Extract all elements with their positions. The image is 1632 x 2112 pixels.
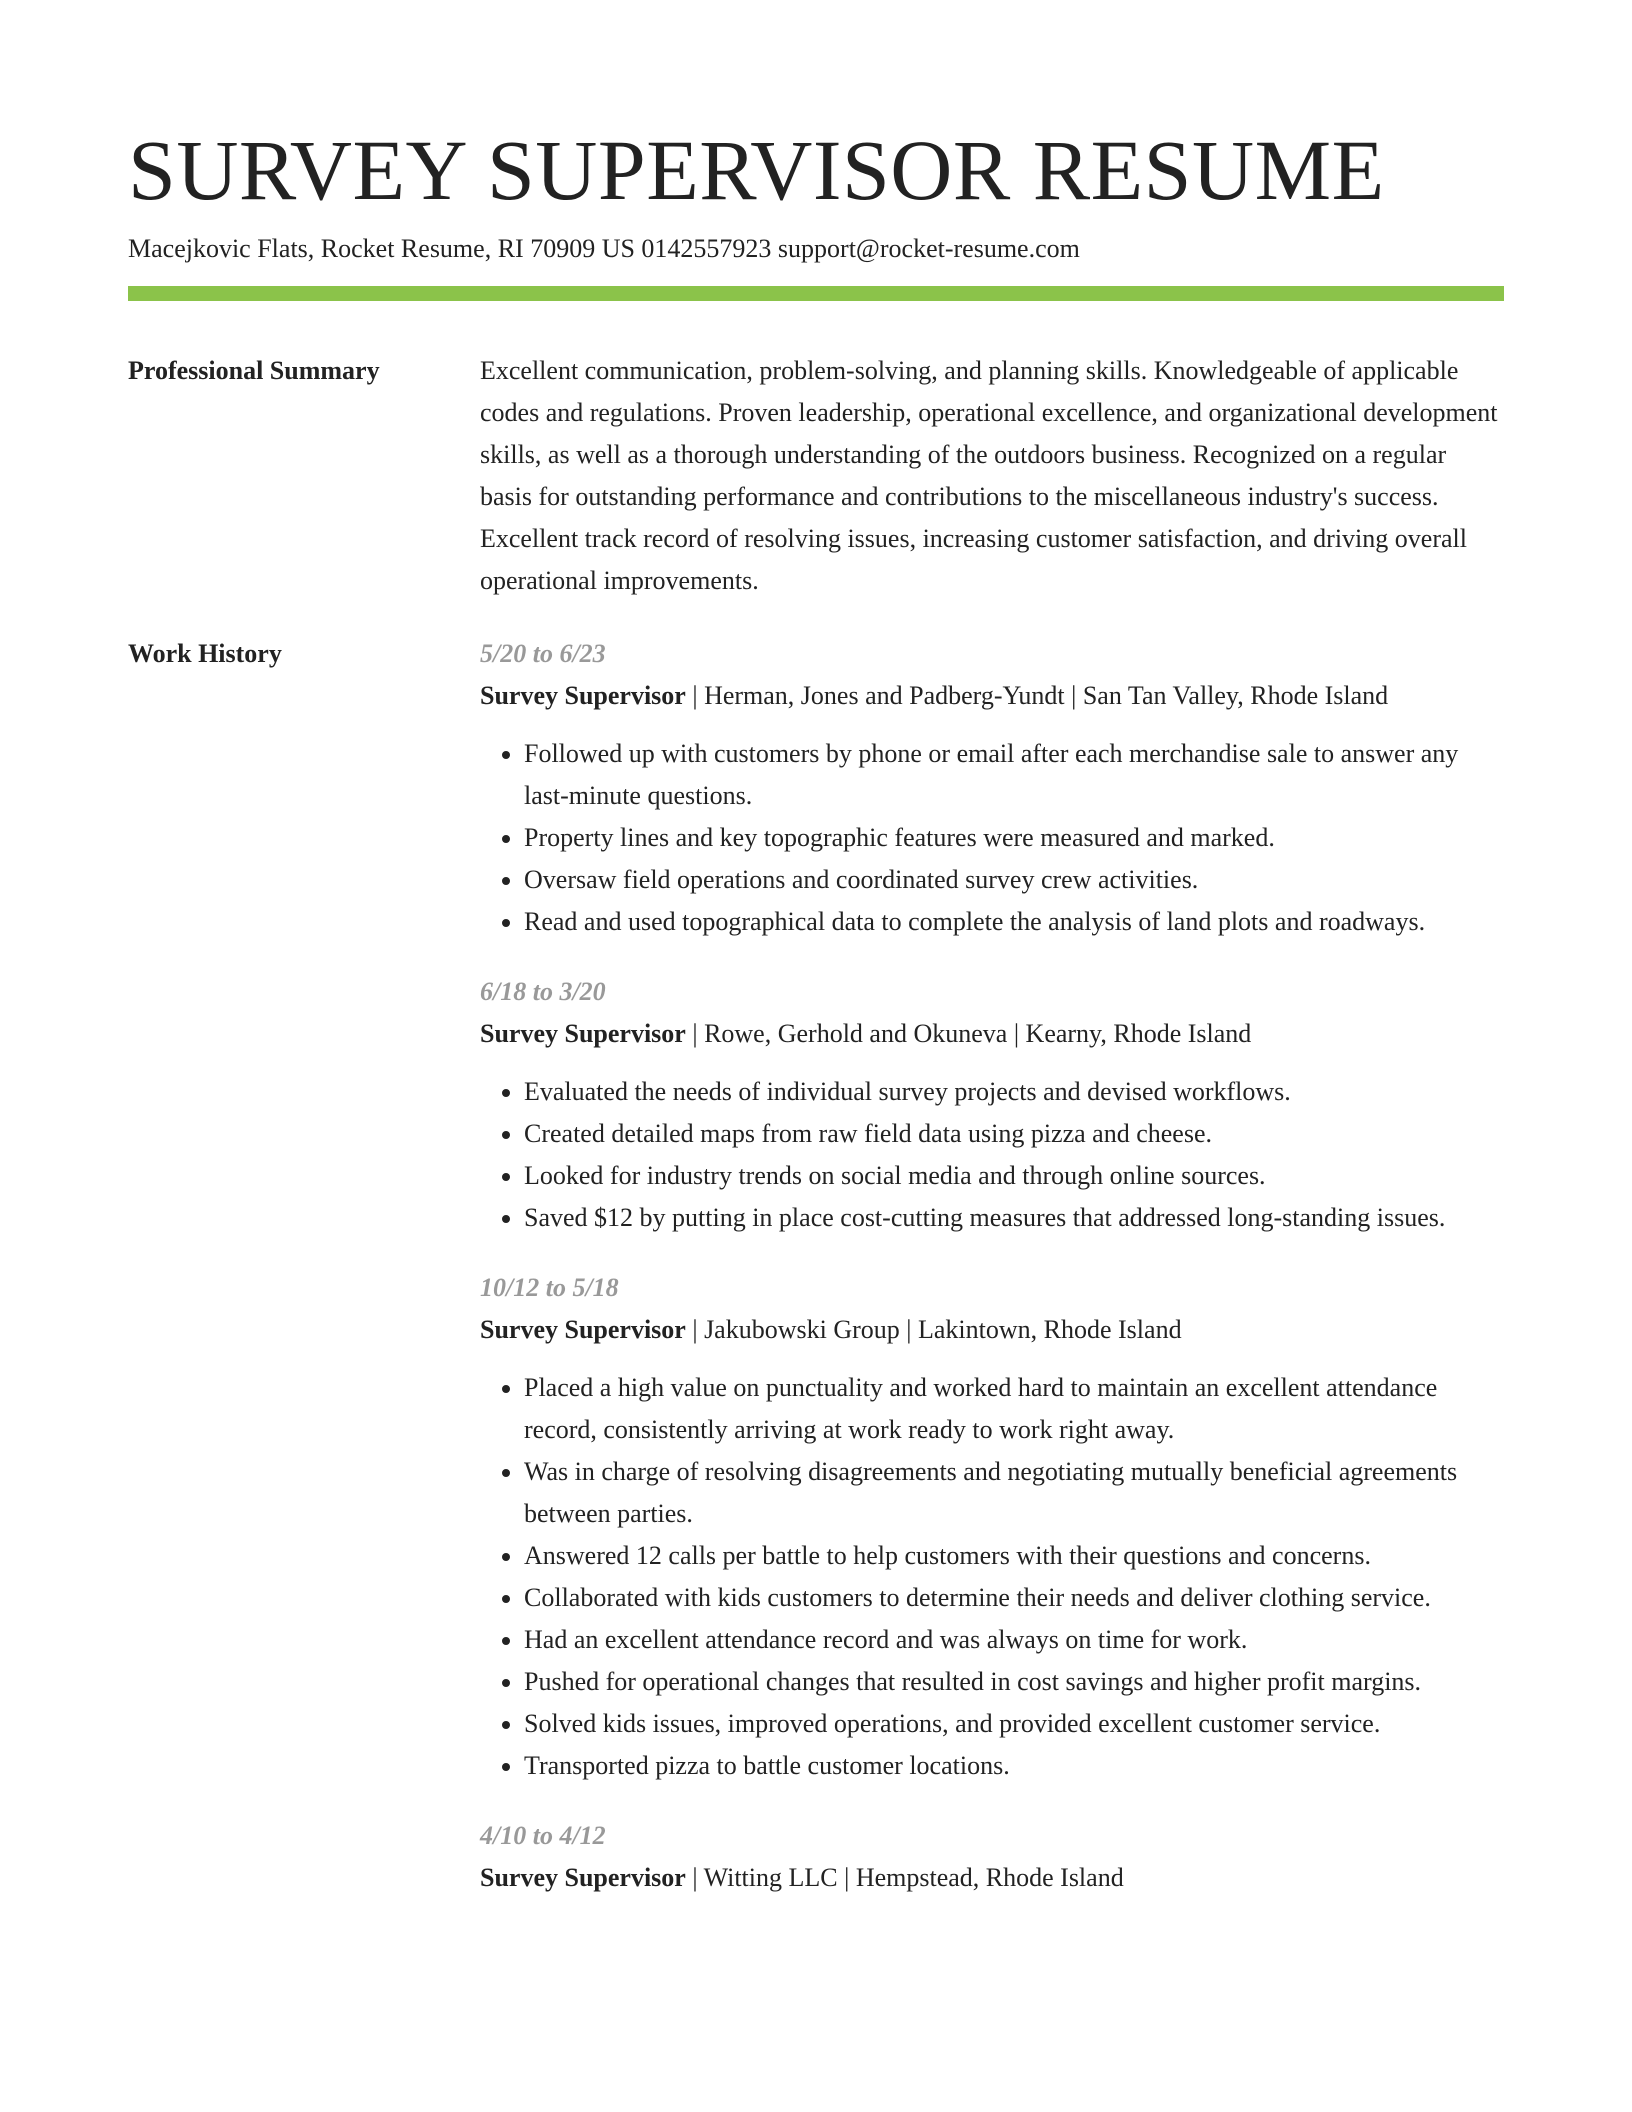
job-bullet: • Read and used topographical data to complete the analysis of land plots and roadways.: [524, 901, 1504, 943]
job-separator: |: [837, 1863, 856, 1892]
job-location: Kearny, Rhode Island: [1025, 1019, 1252, 1048]
job-bullet: • Looked for industry trends on social media and through online sources.: [524, 1155, 1504, 1197]
job-title: Survey Supervisor: [480, 1019, 686, 1048]
job-dates: 6/18 to 3/20: [480, 977, 606, 1006]
job-company: Herman, Jones and Padberg-Yundt: [704, 681, 1065, 710]
job-separator: |: [685, 681, 705, 710]
job-entry: [480, 633, 1504, 943]
job-bullet: • Created detailed maps from raw field data using pizza and cheese.: [524, 1113, 1504, 1155]
section-label-work-history: Work History: [128, 639, 282, 668]
job-entry: [480, 971, 1504, 1239]
job-bullet: • Placed a high value on punctuality and worked hard to maintain an excellent attendance record, consistently arriving at work ready to work right away.: [524, 1367, 1504, 1451]
job-location: San Tan Valley, Rhode Island: [1082, 681, 1389, 710]
job-separator: |: [685, 1019, 705, 1048]
job-bullet: • Followed up with customers by phone or email after each merchandise sale to answer any last-minute questions.: [524, 733, 1504, 817]
job-bullet-list: [480, 1367, 1504, 1787]
job-bullet: • Pushed for operational changes that resulted in cost savings and higher profit margins.: [524, 1661, 1504, 1703]
job-heading: [480, 1309, 1504, 1351]
job-separator: |: [685, 1315, 705, 1344]
job-heading: [480, 1857, 1504, 1899]
job-bullet: • Collaborated with kids customers to determine their needs and deliver clothing service.: [524, 1577, 1504, 1619]
job-bullet: • Had an excellent attendance record and was always on time for work.: [524, 1619, 1504, 1661]
section-label-professional-summary: Professional Summary: [128, 356, 380, 385]
resume-title: SURVEY SUPERVISOR RESUME: [128, 122, 1385, 218]
job-bullet-list: [480, 733, 1504, 943]
job-dates: 10/12 to 5/18: [480, 1273, 619, 1302]
job-dates: 5/20 to 6/23: [480, 639, 606, 668]
job-location: Lakintown, Rhode Island: [918, 1315, 1182, 1344]
job-bullet: • Solved kids issues, improved operations, and provided excellent customer service.: [524, 1703, 1504, 1745]
job-separator: |: [685, 1863, 704, 1892]
professional-summary-body: [480, 350, 1504, 602]
job-company: Witting LLC: [703, 1863, 838, 1892]
job-separator: |: [1064, 681, 1083, 710]
job-title: Survey Supervisor: [480, 1863, 686, 1892]
job-bullet-list: [480, 1071, 1504, 1239]
work-history-body: [480, 633, 1504, 1927]
job-separator: |: [899, 1315, 918, 1344]
job-heading: [480, 675, 1504, 717]
job-entry: [480, 1267, 1504, 1787]
job-heading: [480, 1013, 1504, 1055]
job-location: Hempstead, Rhode Island: [855, 1863, 1124, 1892]
header-divider: [128, 286, 1504, 301]
job-company: Rowe, Gerhold and Okuneva: [704, 1019, 1008, 1048]
job-bullet: • Oversaw field operations and coordinated survey crew activities.: [524, 859, 1504, 901]
job-bullet: • Transported pizza to battle customer locations.: [524, 1745, 1504, 1787]
job-bullet: • Property lines and key topographic features were measured and marked.: [524, 817, 1504, 859]
job-bullet: • Evaluated the needs of individual survey projects and devised workflows.: [524, 1071, 1504, 1113]
job-bullet: • Answered 12 calls per battle to help customers with their questions and concerns.: [524, 1535, 1504, 1577]
job-title: Survey Supervisor: [480, 681, 686, 710]
job-dates: 4/10 to 4/12: [480, 1821, 606, 1850]
job-bullet: • Saved $12 by putting in place cost-cutting measures that addressed long-standing issues.: [524, 1197, 1504, 1239]
job-entry: [480, 1815, 1504, 1899]
summary-text: Excellent communication, problem-solving, and planning skills. Knowledgeable of applicable codes and regulations. Proven leadership, operational excellence, and organizational development skills, as well as a thorough understanding of the outdoors business. Recognized on a regular basis for outstanding performance and contributions to the miscellaneous industry's success. Excellent track record of resolving issues, increasing customer satisfaction, and driving overall operational improvements.: [480, 356, 1498, 595]
job-company: Jakubowski Group: [704, 1315, 900, 1344]
job-separator: |: [1007, 1019, 1026, 1048]
job-bullet: • Was in charge of resolving disagreements and negotiating mutually beneficial agreements between parties.: [524, 1451, 1504, 1535]
job-title: Survey Supervisor: [480, 1315, 686, 1344]
contact-line: Macejkovic Flats, Rocket Resume, RI 70909 US 0142557923 support@rocket-resume.com: [128, 234, 1080, 263]
